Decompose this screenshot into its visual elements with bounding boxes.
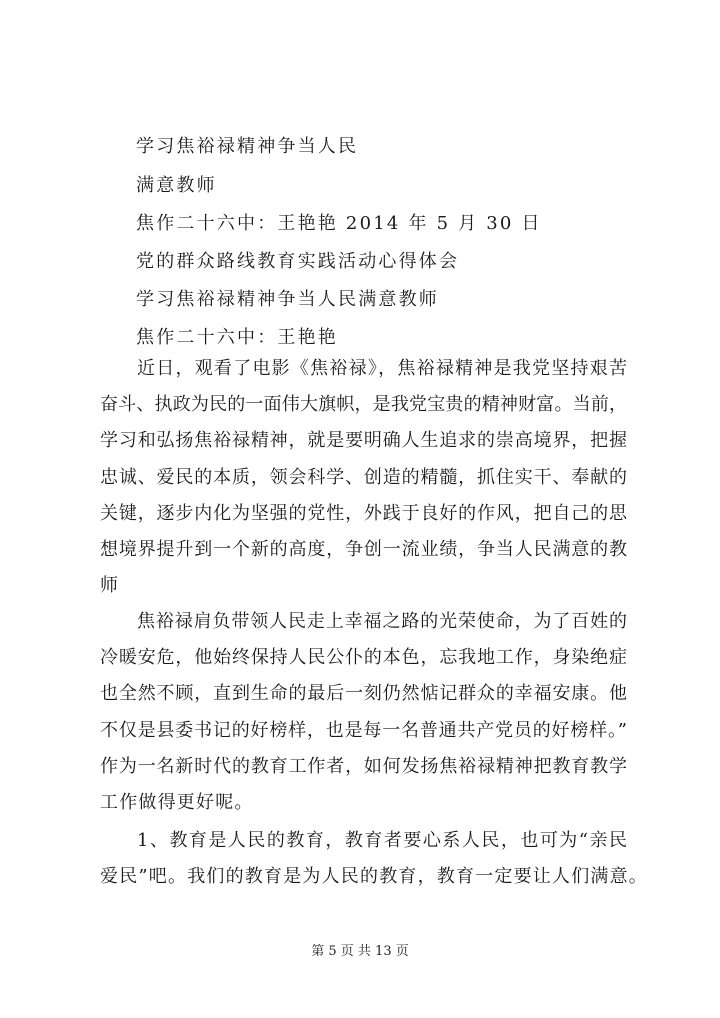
paragraph-line: 奋斗、执政为民的一面伟大旗帜，是我党宝贵的精神财富。当前， [100, 394, 627, 416]
paragraph-line: 忠诚、爱民的本质，领会科学、创造的精髓，抓住实干、奉献的 [100, 466, 627, 488]
paragraph-line: 师 [100, 575, 120, 597]
paragraph-line: 想境界提升到一个新的高度，争创一流业绩，争当人民满意的教 [100, 539, 627, 560]
heading-line: 学习焦裕禄精神争当人民 [136, 136, 359, 157]
heading-line: 满意教师 [136, 175, 217, 196]
paragraph-line: 爱民”吧。我们的教育是为人民的教育，教育一定要让人们满意。 [100, 866, 648, 888]
paragraph-line: 1、教育是人民的教育，教育者要心系人民，也可为“亲民 [137, 830, 627, 851]
heading-line: 学习焦裕禄精神争当人民满意教师 [136, 289, 439, 310]
paragraph-line: 不仅是县委书记的好榜样，也是每一名普通共产党员的好榜样。” [100, 719, 627, 741]
paragraph-line: 作为一名新时代的教育工作者，如何发扬焦裕禄精神把教育教学 [100, 755, 627, 777]
heading-line: 焦作二十六中：王艳艳 [136, 327, 338, 348]
paragraph-line: 近日，观看了电影《焦裕禄》，焦裕禄精神是我党坚持艰苦 [137, 358, 627, 379]
paragraph-line: 焦裕禄肩负带领人民走上幸福之路的光荣使命，为了百姓的 [137, 611, 627, 632]
paragraph-line: 也全然不顾，直到生命的最后一刻仍然惦记群众的幸福安康。他 [100, 683, 627, 705]
paragraph-line: 工作做得更好呢。 [100, 792, 254, 813]
paragraph-line: 关键，逐步内化为坚强的党性，外践于良好的作风，把自己的思 [100, 502, 627, 524]
paragraph-line: 冷暖安危，他始终保持人民公仆的本色，忘我地工作，身染绝症 [100, 647, 627, 669]
heading-line: 党的群众路线教育实践活动心得体会 [136, 251, 460, 272]
page-footer: 第 5 页 共 13 页 [311, 944, 409, 959]
heading-line: 焦作二十六中：王艳艳 2014 年 5 月 30 日 [136, 213, 542, 234]
paragraph-line: 学习和弘扬焦裕禄精神，就是要明确人生追求的崇高境界，把握 [100, 430, 627, 452]
